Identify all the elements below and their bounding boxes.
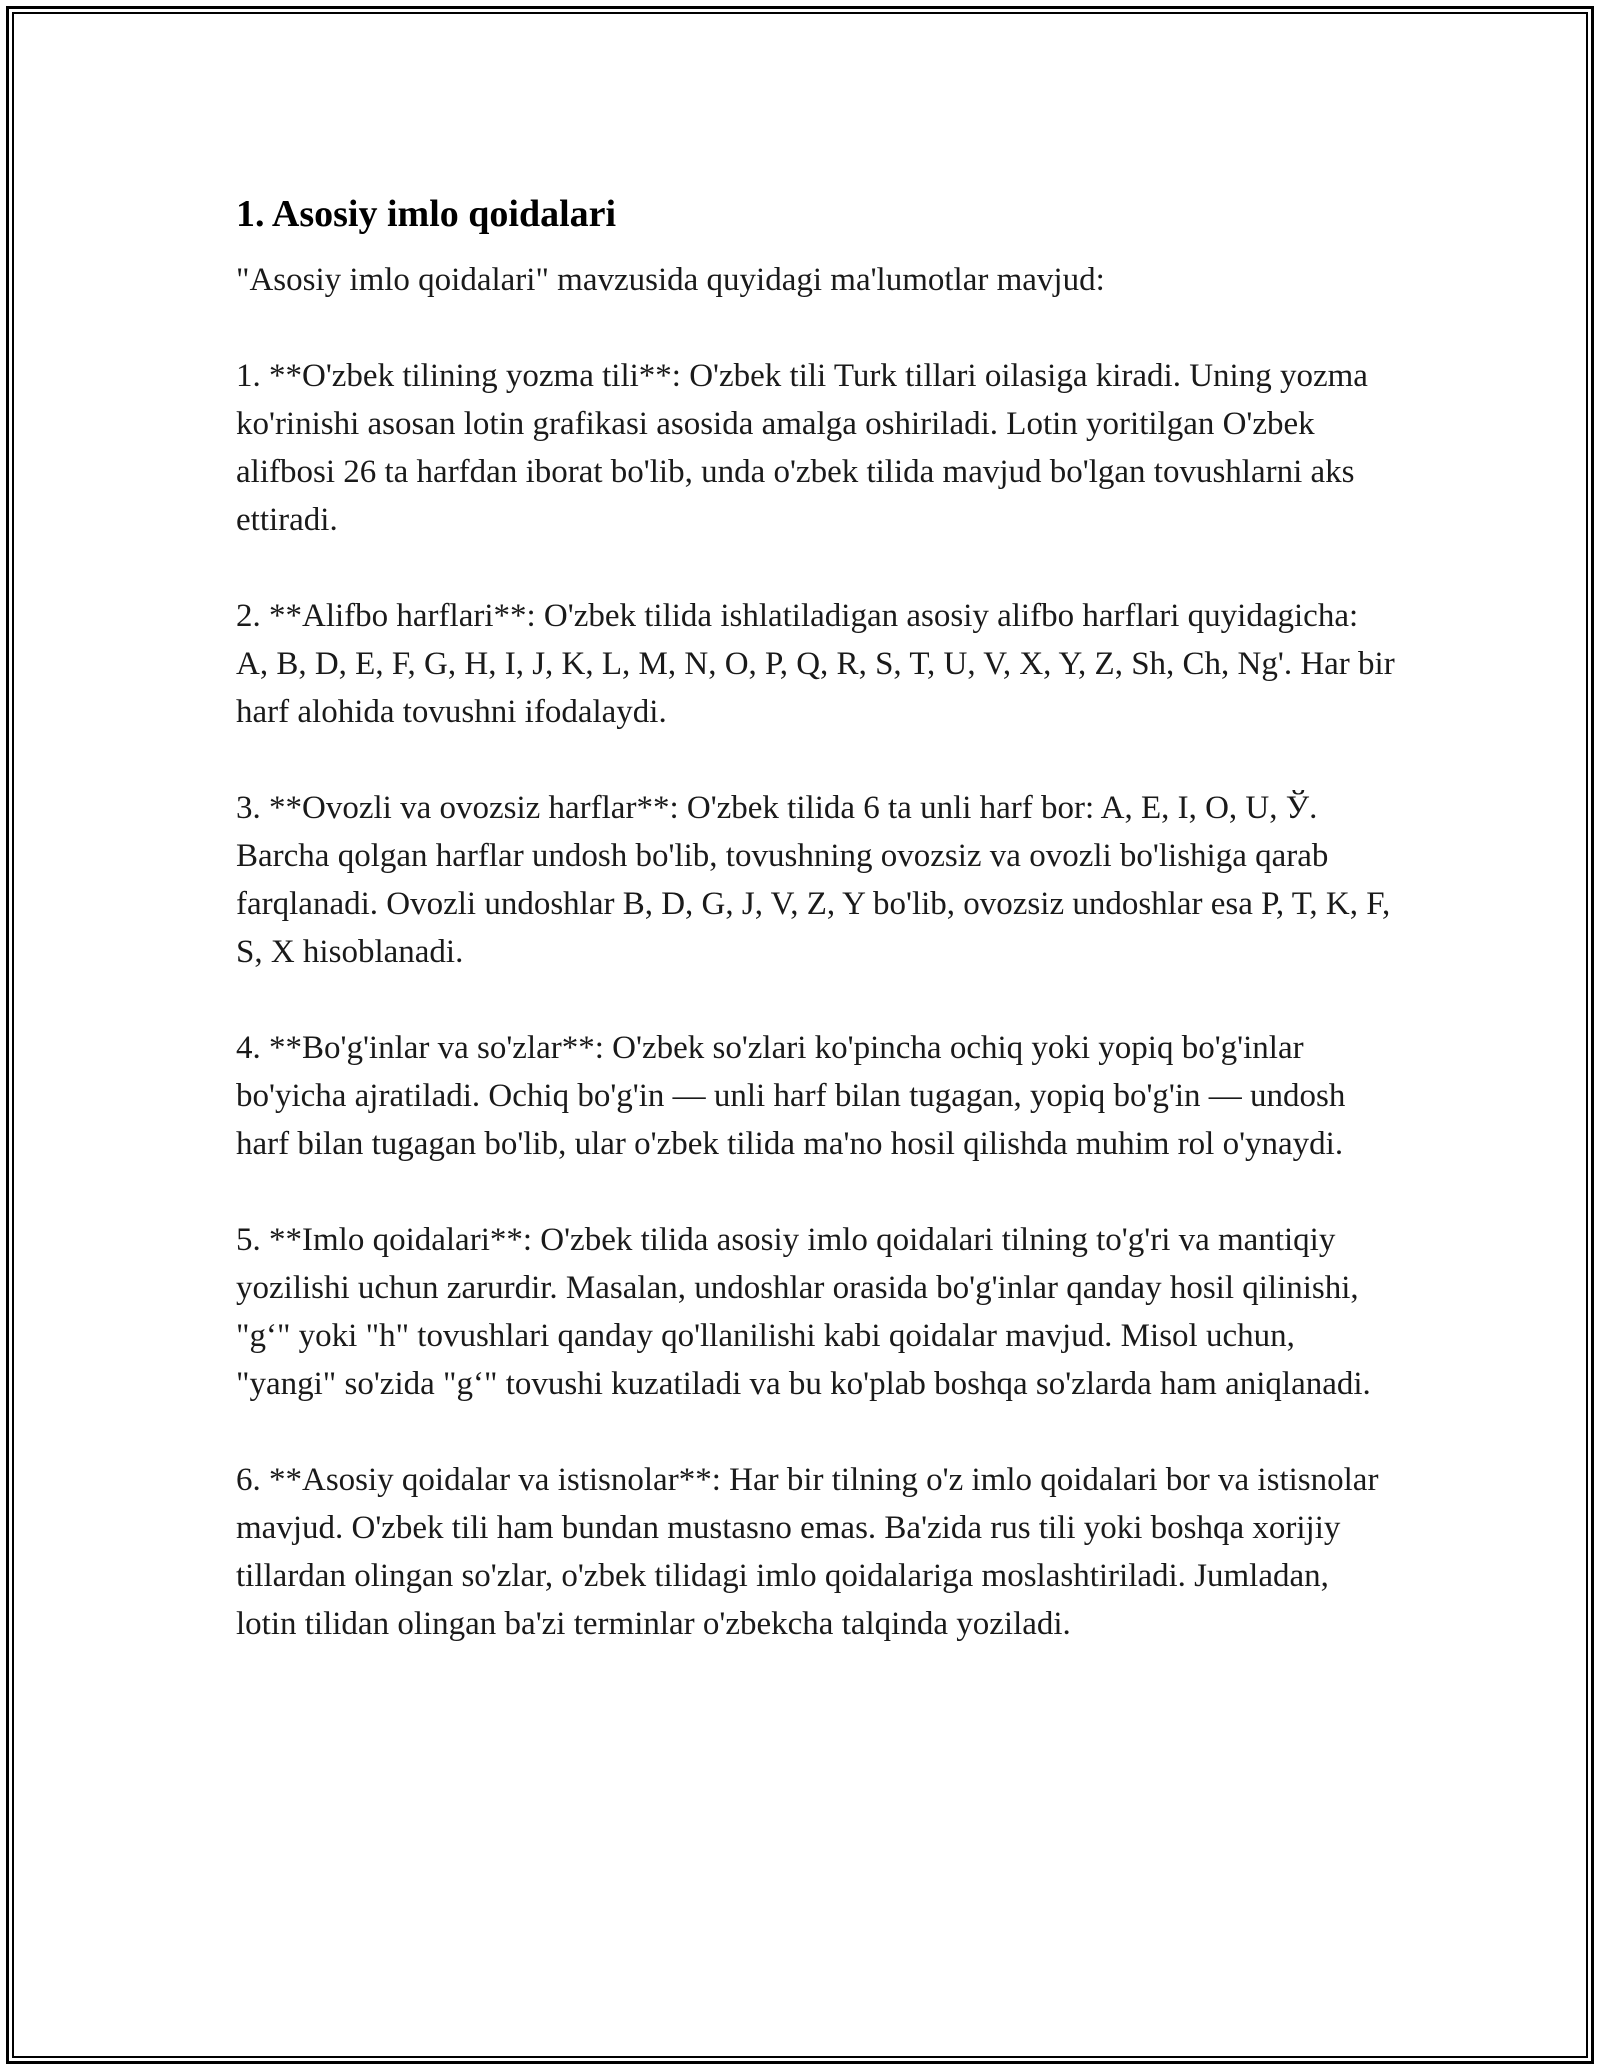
document-body [236,186,1396,1648]
intro-paragraph: "Asosiy imlo qoidalari" mavzusida quyidagi ma'lumotlar mavjud: [236,262,1105,298]
section-paragraph-3: 3. **Ovozli va ovozsiz harflar**: O'zbek tilida 6 ta unli harf bor: A, E, I, O, U, Ў. Barcha qolgan harflar undosh bo'lib, tovushning ovozsiz va ovozli bo'lishiga qarab farqlanadi. Ovozli undoshlar B, D, G, J, V, Z, Y bo'lib, ovozsiz undoshlar esa P, T, K, F, S, X hisoblanadi. [236,790,1391,970]
section-paragraph-6: 6. **Asosiy qoidalar va istisnolar**: Har bir tilning o'z imlo qoidalari bor va istisnolar mavjud. O'zbek tili ham bundan mustasno emas. Ba'zida rus tili yoki boshqa xorijiy tillardan olingan so'zlar, o'zbek tilidagi imlo qoidalariga moslashtiriladi. Jumladan, lotin tilidan olingan ba'zi terminlar o'zbekcha talqinda yoziladi. [236,1462,1379,1642]
section-paragraph-4: 4. **Bo'g'inlar va so'zlar**: O'zbek so'zlari ko'pincha ochiq yoki yopiq bo'g'inlar bo'yicha ajratiladi. Ochiq bo'g'in — unli harf bilan tugagan, yopiq bo'g'in — undosh harf bilan tugagan bo'lib, ular o'zbek tilida ma'no hosil qilishda muhim rol o'ynaydi. [236,1030,1346,1162]
section-paragraph-5: 5. **Imlo qoidalari**: O'zbek tilida asosiy imlo qoidalari tilning to'g'ri va mantiqiy yozilishi uchun zarurdir. Masalan, undoshlar orasida bo'g'inlar qanday hosil qilinishi, "g‘" yoki "h" tovushlari qanday qo'llanilishi kabi qoidalar mavjud. Misol uchun, "yangi" so'zida "g‘" tovushi kuzatiladi va bu ko'plab boshqa so'zlarda ham aniqlanadi. [236,1222,1371,1402]
section-paragraph-2: 2. **Alifbo harflari**: O'zbek tilida ishlatiladigan asosiy alifbo harflari quyidagicha: A, B, D, E, F, G, H, I, J, K, L, M, N, O, P, Q, R, S, T, U, V, X, Y, Z, Sh, Ch, Ng'. Har bir harf alohida tovushni ifodalaydi. [236,598,1395,730]
document-heading: 1. Asosiy imlo qoidalari [236,193,617,235]
section-paragraph-1: 1. **O'zbek tilining yozma tili**: O'zbek tili Turk tillari oilasiga kiradi. Uning yozma ko'rinishi asosan lotin grafikasi asosida amalga oshiriladi. Lotin yoritilgan O'zbek alifbosi 26 ta harfdan iborat bo'lib, unda o'zbek tilida mavjud bo'lgan tovushlarni aks ettiradi. [236,358,1368,538]
